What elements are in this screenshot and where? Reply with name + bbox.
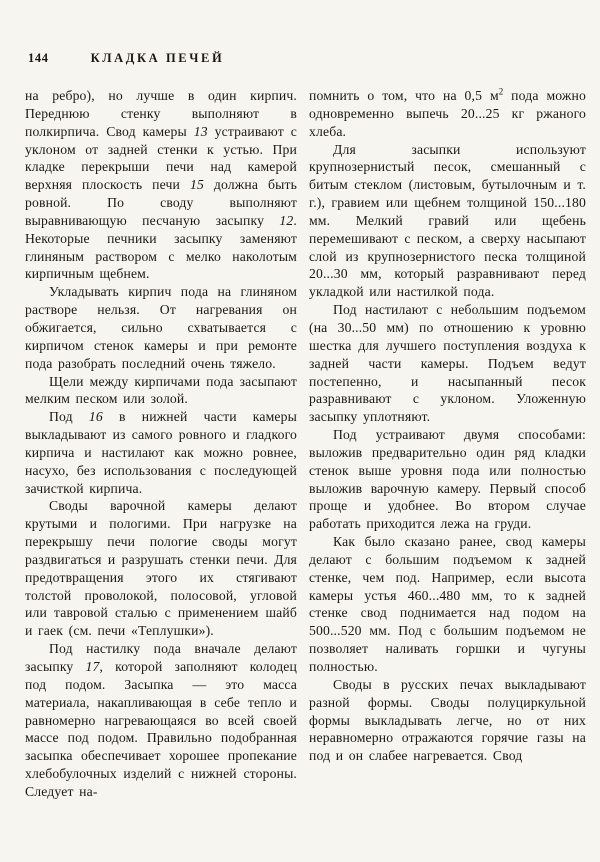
text-column-left (25, 87, 297, 801)
paragraph: на ребро), но лучше в один кирпич. Переднюю стенку выполняют в полкирпича. Свод камеры 13 устраивают с уклоном от задней стенки к устью. При кладке перекрыши печи над камерой верхняя плоскость печи 15 должна быть ровной. По своду выполняют выравнивающую песчаную засыпку 12. Некоторые печники засыпку заменяют глиняным раствором с мелко наколотым кирпичным щебнем. (25, 88, 297, 282)
paragraph: помнить о том, что на 0,5 $м^2$ пода можно одновременно выпечь 20...25 кг ржаного хлеба. (309, 86, 586, 139)
paragraph: Под 16 в нижней части камеры выкладывают из самого ровного и гладкого кирпича и настилают как можно ровнее, насухо, без использования с последующей зачисткой кирпича. (25, 409, 297, 496)
page-header (28, 51, 224, 66)
paragraph: Под устраивают двумя способами: выложив предварительно один ряд кладки стенок выше уровня пода или полностью выложив варочную камеру. Первый способ проще и удобнее. Во втором случае работать приходится лежа на груди. (309, 427, 586, 532)
paragraph: Под настилают с небольшим подъемом (на 30...50 мм) по отношению к уровню шестка для лучшего поступления воздуха к задней части камеры. Подъем ведут постепенно, и насыпанный песок разравнивают с уклоном. Уложенную засыпку уплотняют. (309, 302, 586, 425)
text-column-right (309, 87, 586, 765)
paragraph: Щели между кирпичами пода засыпают мелким песком или золой. (25, 373, 297, 407)
figure-reference: 17 (85, 659, 100, 674)
figure-reference: 13 (193, 123, 208, 139)
figure-reference: 16 (88, 409, 103, 425)
figure-reference: 12 (279, 212, 294, 228)
figure-reference: 15 (189, 177, 204, 193)
paragraph: Как было сказано ранее, свод камеры делают с большим подъемом к задней стенке, чем под. Например, если высота камеры устья 460...480 мм, то к задней стенке свод поднимается над подом на 500...520 мм. Под с большим подъемом не позволяет наливать горшки и чугуны полностью. (309, 534, 586, 674)
paragraph: Своды в русских печах выкладывают разной формы. Своды полуциркульной формы выкладывать легче, но от них неравномерно отражаются горячие газы на под и он слабее нагревается. Свод (309, 676, 586, 764)
paragraph: Для засыпки используют крупнозернистый песок, смешанный с битым стеклом (листовым, бутылочным и т. г.), гравием или щебнем толщиной 150...180 мм. Мелкий гравий или щебень перемешивают с песком, а сверху насыпают слой из крупнозернистого песка толщиной 20...30 мм, который разравнивают перед укладкой или настилкой пода. (309, 141, 586, 300)
paragraph: Укладывать кирпич пода на глиняном растворе нельзя. От нагревания он обжигается, сильно схватывается с кирпичом стенок камеры и при ремонте пода разобрать последний очень тяжело. (25, 284, 297, 371)
page-number: 144 (28, 51, 49, 65)
superscript: 2 (498, 86, 504, 97)
paragraph: Под настилку пода вначале делают засыпку 17, которой заполняют колодец под подом. Засыпка — это масса материала, накапливающая в себе тепло и равномерно нагревающаяся во всей своей массе под подом. Правильно подобранная засыпка обеспечивает хорошее пропекание хлебобулочных изделий с нижней стороны. Следует на- (25, 641, 298, 799)
paragraph: Своды варочной камеры делают крутыми и пологими. При нагрузке на перекрышу печи пологие своды могут раздвигаться и разрушать стенки печи. Для предотвращения этого их стягивают толстой проволокой, полосовой, угловой или тавровой сталью с применением шайб и гаек (см. печи «Теплушки»). (25, 498, 297, 639)
running-title: КЛАДКА ПЕЧЕЙ (90, 51, 225, 65)
